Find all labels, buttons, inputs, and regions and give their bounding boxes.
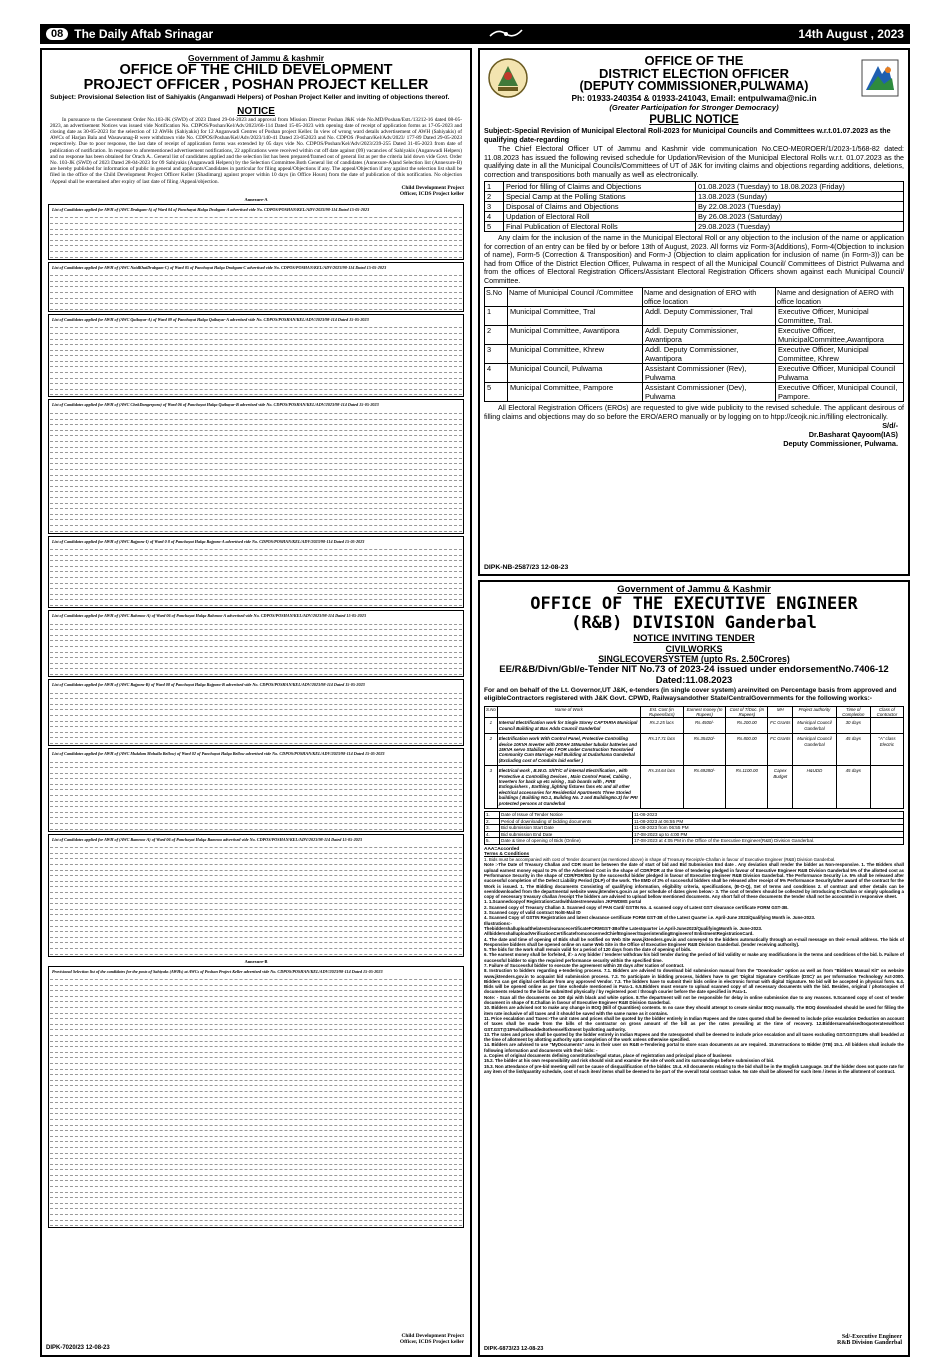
ero-header-cell: Name of Municipal Council /Committee — [508, 288, 643, 307]
rb-enit-number: EE/R&B/Divn/Gbl/e-Tender NIT No.73 of 2023-24 issued under endorsementNo.7406-12 Dated:11.08.2023 — [499, 664, 889, 686]
rb-title-2: (R&B) DIVISION Ganderbal — [571, 613, 817, 633]
candidate-list — [48, 399, 464, 533]
rb-ref: DIPK-6873/23 12-08-23 — [484, 1346, 544, 1352]
deo-title-1: OFFICE OF THE — [644, 53, 744, 68]
issue-date: 14th August , 2023 — [798, 27, 904, 41]
rb-dates-table — [484, 811, 904, 845]
candidate-list-caption: List of Candidates applied for AWH of (AWC Bamnoo-A) of Ward 06 of Panchayat Halqa Bamnoo advertised vide No. CDPOS/POSHAN/KEL/ADV/2023/98-114 Dated 15-05-2023 — [52, 836, 362, 842]
ero-row: 2 Municipal Committee, Awantipora Addl. Deputy Commissioner, Awantipora Executive Officer, MunicipalCommittee,Awantipora — [485, 326, 904, 345]
deo-title-2: DISTRICT ELECTION OFFICER — [599, 66, 789, 81]
tender-date-row: 3. Bid submission Start Date 11-08-2023 from 06:55 PM — [485, 825, 904, 832]
rb-document-list: 1. 1.Scannedcopyof RegistrationCardwithlatestrenewalon JKPWDMS portal 2. Scanned copy of Treasury Challan 3. Scanned copy of PAN Card/ GSTIN No. 4. scanned copy of Latest GST clearance certificate FORM GST-3B. 3. Scanned copy of valid contract No/E-Mail ID 4. Scanned Copy of GSTIN Registration and latest clearance certificate FORM GST-3B of the Latest Quarter i.e. April-June 2023/Qualifying Month ie. June-2023. Illustrations:- ThebiddershalluploadthelatestclearancecertificateFORMGST-3Bofthe Latestquarter i.e.April-June2023/QualifyingMonth ie. June-2023. AllbiddersshalluploadVerificationCertificatefromconcernedChiefEngineer/SuperintendingEngineerof EnlistmentRegistrationCard. — [484, 899, 816, 937]
candidate-list — [48, 536, 464, 609]
candidate-list — [48, 679, 464, 746]
candidate-list-caption: List of Candidates applied for AWH of (AWC Rahmoo-A) of Ward 06 of Panchayat Halqa Rahmoo-A advertised vide No. CDPOS/POSHAN/KEL/ADV/2023/98-114 Dated 15-05-2023 — [52, 613, 366, 619]
newspaper-name: The Daily Aftab Srinagar — [74, 27, 214, 41]
cdpo-body: In pursuance to the Government Order No.103-JK (SWD) of 2023 Dated 29-04-2023 and approval from Mission Director Poshan J&K vide No.MD/Poshan/Estt./13212-16 dated 08-05-2023, an advertisement Notices was issued vide Notification No. CDPOS/Poshan/Kel/Adv/2023/66-114 Dated 15-05-2023 with opening date of receipt of application forms as 17-05-2023 and closing date as 30-05-2023 for the selection of 12 AWHs (Sahiyakis) for 12 Anganwadi Centres of Poshan project Keller. In view of wrong ward details advertisement of AWH (Sahiyakis) of AWCs of Harjan Bala and Wasawanag-B were withdrawn vide No. CDPOS/Poshan/Kel/Adv/2023/140-41 Dated 23-052023 and No. CDPOS /Poshan/Kel/Adv/2023/ 177-89 Dated 29-05-2023 respectively. Due to poor response, the last date of receipt of application forms was extended by 05 days vide No. CDPOS/Poshan/Kel/Adv/2023/239-255 Dated 31-05-2023 from date of publication of notification. In response to aforementioned advertisement notifications, 22 applications were received within cut off date against (09) vacancies of Sahiyakis (Anganwadi Helpers) and no response has been obtained for Orach A.. General list of candidates applied and the selection list has been prepared/framed out of general list as per the criteria laid down vide Govt. Order No. 103-JK (SWD) of 2023 Dated 28-04-2023 for 09 Sahiyakis (Anganwadi Helpers) by the Selection Committee.Both General list of candidates (Annexure-A)and Selection list (Annexure-B) are hereby published for information of public in general and applicants/Candidates in particular for filing appeal/Objections if any. The appeal/Objection if any against the selection list shall be filed in the office of the Child Development Project Officer Keller (Shadimarg) against proper within 10 days (in Office Hours) from the date of publication of this notification. No objection /Appeal shall be entertained after expiry of last date of filing /Appeal/objection. — [50, 116, 462, 185]
ero-header-cell: Name and designation of ERO with office location — [643, 288, 776, 307]
candidate-list — [48, 610, 464, 677]
candidate-list-grid — [50, 843, 462, 955]
rb-intro: For and on behalf of the Lt. Governor,UT J&K, e-tenders (in single cover system) areinvited on Percentage basis from approved and eligibleContractors registered with J&K Govt. CPWD, Railwaysandother State/CentralGovernments for the following works:- — [484, 687, 897, 702]
schedule-row: 3 Disposal of Claims and Objections By 22.08.2023 (Tuesday) — [485, 202, 904, 212]
deo-subject: Subject:-Special Revision of Municipal Electoral Roll-2023 for Municipal Councils and Committees w.r.t.01.07.2023 as the qualifying date-regarding — [484, 127, 891, 144]
rb-govt: Government of Jammu & Kashmir — [617, 584, 771, 595]
candidate-list — [48, 966, 464, 1229]
works-header-cell: Class of Contractor — [870, 706, 903, 718]
works-row: 3 Electrical work , B.W.O. S/I/T/C of internal Electrification , with Protective & Controlling Devices , Main Control Panel, Cabling , Inverters for back up etc wiring , Sub boards with , FIRE Extinguishers , Earthing ,lighting fixtures fans etc and all other electrical accessories for Residential Apartments Three Storied buildings ( Building NO.1, Building No. 2 and BuildingNo.3) for PRI protected persons at Ganderbal Rs.34.64 lacs Rs.69280/- Rs.1100.00 Capex Budget H&UDD 45 days — [485, 766, 904, 809]
works-header-cell: MH — [768, 706, 793, 718]
candidate-list-caption: List of Candidates applied for AWH of (AWC NaidKhaiDrabgam-C) of Ward 05 of Panchayat Halqa Drabgam-C advertised vide No. CDPOS/POSHAN/KEL/ADV/2023/98-114 Dated 15-05-2023 — [52, 264, 387, 270]
deo-body-1: The Chief Electoral Officer UT of Jammu and Kashmir vide communication No.CEO-ME0ROER/1/2023-1/568-82 dated: 11.08.2023 has issued the following revised schedule for Updation/Revision of the Municipal Electoral Rolls w.r.t. 01.07.2023 as the qualifying date in all the Municipal Councils/Committees of UT of J&K for inviting claims and objections regarding additions, deletions, correction and transpositions both manually as well as electronically. — [484, 145, 904, 179]
candidate-list-caption: List of Candidates applied for AWH of (AWC ChekDangerpora) of Ward 06 of Panchayat Halqa Qaibayar-B advertised vide No. CDPOS/POSHAN/KEL/ADV/2023/98-114 Dated 15-05-2023 — [52, 402, 379, 408]
annexure-a-label: Annexure-A — [244, 196, 268, 202]
candidate-list-grid — [50, 545, 462, 607]
deo-notice — [478, 48, 910, 576]
candidate-list — [48, 262, 464, 312]
deo-title-3: (DEPUTY COMMISSIONER,PULWAMA) — [579, 79, 809, 93]
cdpo-title-1: OFFICE OF THE CHILD DEVELOPMENT — [119, 62, 393, 78]
rb-aaa: AAA=Accorded — [484, 847, 520, 853]
deo-signature: S/d/- Dr.Basharat Qayoom(IAS) Deputy Commissioner, Pulwama. — [783, 421, 898, 448]
ero-row: 5 Municipal Committee, Pampore Assistant Commissioner (Dev), Pulwama Executive Officer, Municipal Council, Pampore. — [485, 383, 904, 402]
rb-title-1: OFFICE OF THE EXECUTIVE ENGINEER — [530, 594, 858, 614]
schedule-row: 1 Period for filling of Claims and Objections 01.08.2023 (Tuesday) to 18.08.2023 (Friday) — [485, 182, 904, 192]
page-header — [40, 24, 910, 44]
rb-term-1: 1. Bids must be accompanied with cost of Tender document (as mentioned above) in shape of Treasury Receipt/e-Challan in favour of Executive Engineer (R&B) Division Ganderbal. — [484, 857, 836, 863]
ero-row: 4 Municipal Council, Pulwama Assistant Commissioner (Rev), Pulwama Executive Officer, Municipal Council Pulwama — [485, 364, 904, 383]
ero-header-cell: Name and designation of AERO with office location — [776, 288, 904, 307]
deo-ero-table — [484, 287, 904, 402]
candidate-list-grid — [50, 975, 462, 1227]
candidate-list-caption: List of Candidates applied for AWH of (AWC Rajpora-I) of Ward 0 8 of Panchayat Halqa Rajpora-A advertised vide No. CDPOS/POSHAN/KEL/ADV/2023/98-114 Dated 15-05-2023 — [52, 538, 365, 544]
tender-date-row: 1. Date of Issue of Tender Notice 11-08-2023 — [485, 812, 904, 819]
jk-emblem-icon — [486, 56, 530, 100]
cdpo-signature: Child Development Project Officer, ICDS Project keller — [399, 184, 464, 197]
deo-contact: Ph: 01933-240354 & 01933-241043, Email: entpulwama@nic.in — [571, 93, 817, 103]
candidate-list-caption: List of Candidates applied for AWH of (AWC Qaibayar-A) of Ward 09 of Panchayat Halqa Qaibayar-A advertised vide No. CDPOS/POSHAN/KEL/ADV/2023/98-114 Dated 15-05-2023 — [52, 316, 369, 322]
cdpo-govt: Government of Jammu & kashmir — [187, 53, 325, 63]
annexure-b-label: Annexure-B — [244, 958, 268, 964]
page-number: 08 — [46, 28, 68, 40]
rb-signature: Sd/-Executive Engineer R&B Division Ganderbal — [836, 1334, 902, 1346]
rb-terms-heading: Terms & Conditions — [484, 852, 530, 858]
candidate-list-caption: List of Candidates applied for AWH of (AWC Mukdam Mohalla Bellow) of Ward 02 of Panchayat Halqa Bellow advertised vide No. CDPOS/POSHAN/KEL/ADV/2023/98-114 Dated 15-05-2023 — [52, 750, 385, 756]
schedule-row: 4 Updation of Electoral Roll By 26.08.2023 (Saturday) — [485, 212, 904, 222]
masthead-logo — [486, 26, 526, 43]
rb-single-cover: SINGLECOVERSYSTEM (upto Rs. 2.50Crores) — [598, 654, 790, 664]
eci-logo-icon — [858, 56, 902, 100]
candidate-list — [48, 204, 464, 260]
deo-notice-heading: PUBLIC NOTICE — [649, 114, 739, 126]
candidate-list-caption: Provisional Selection list of the candidates for the posts of Sahiyaks (AWHs) at AWCs of Poshan Project Keller advertised vide No. CDPOS/POSHAN/KEL/ADV/2023/98-114 Dated 15-05-2023 — [52, 968, 383, 974]
rb-civil: CIVILWORKS — [665, 644, 723, 654]
cdpo-notice — [40, 48, 472, 1357]
works-header-cell: Time of Completion — [836, 706, 870, 718]
works-header-cell: Earnest money (In Rupees) — [683, 706, 726, 718]
rb-note: Note :-The Date of Treasury Challan and CDR must be between the date of start of bid and Bid Submission End date . Any deviation shall render the bidder as Non-responsive. 1. The Bidders shall upload earnest money equal to 2% of the Advertised Cost in the shape of CDR/FDR at the time of tendering pledged in favour of Executive Engineer R&B Division Ganderbal 5% of the allotted cost as Performance Security in the shape of CDR/FDR/BG by the successful bidder pledged in favour of Executive Engineer R&B Division Ganderbal. The Performance Security i.e. 5% shall be released after successful completion of the Defect Liability Period (DLP) of the work. The EMD of 2% of successful bidders shall be released after receipt of 5% Performance Security/after award of the contract for the Work is issued. 1. The Bidding documents Consisting of qualifying information, eligibility criteria, specifications, (B-O-Q), Set of terms and conditions 2. of contract and other details can be seen/downloaded from the departmental website www.jktenders.gov.in as per schedule of dates given below:- 3. The cost of tenders should be collected by introducing E-Challan or simply uploading a copy of necessary treasury challan /receipt The bidders are advised to upload bellow mentioned documents. Any short fall of these documents the tender shall not be accounted in responsive sheet. — [484, 862, 904, 900]
cdpo-subject: Subject: Provisional Selection list of Sahiyakis (Anganwadi Helpers) of Poshan Project Keller and inviting of objections thereof. — [50, 94, 450, 101]
cdpo-notice-heading: NOTICE — [237, 105, 275, 117]
cdpo-footer — [42, 1333, 470, 1351]
cdpo-signature-bottom: Child Development Project Officer, ICDS Project keller — [399, 1333, 464, 1345]
deo-body-2: Any claim for the inclusion of the name in the Municipal Electoral Roll or any objection to the inclusion of the name or application for correction of an entry can be filed by or before 13th of August, 2023. All forms viz Form-3(Additions), Form-4(Objection to inclusion of name), Form-5 (Correction & Transposition) and Form-J (Objection to claim application for inclusion of name (in Form-3)) can be had from Office of the District Election Officer, Pulwama in respect of all the Municipal Council/ Committees of District Pulwama and from the offices of Electoral Registration Officers/Assistant Electoral Registration Officers shown against each Municipal Council/ Committee. — [484, 234, 904, 285]
cdpo-title-2: PROJECT OFFICER , POSHAN PROJECT KELLER — [83, 77, 429, 93]
cdpo-ref: DIPK-7020/23 12-08-23 — [46, 1345, 110, 1351]
deo-ref: DIPK-NB-2587/23 12-08-23 — [484, 564, 569, 571]
candidate-list-caption: List of Candidates applied for AWH of (AWC Drabgam-A) of Ward 04 of Panchayat Halqa Drabgam-A advertised vide No. CDPOS/POSHAN/KEL/ADV/2023/98-114 Dated 15-05-2023 — [52, 206, 370, 212]
rb-clauses: 4. The date and time of opening of Bids shall be notified on Web Site www.jktenders.gov.in and conveyed to the bidders automatically through an e-mail message on their e-mail address. The bids of Responsive bidders shall be opened online on same Web Site in the Office of Executive Engineer R&B Division Ganderbal. (tender receiving authority). 5. The bids for the work shall remain valid for a period of 120 days from the date of opening of bids. 6. The earnest money shall be forfeited, if:- a Any bidder / tenderer withdraw his bid/ tender during the period of bid validity or make any modifications in the terms and conditions of the bid. b. Failure of successful bidder to sign the required performance security within the specified time. 7. Failure of Successful bidder to execute the agreement within 28 days after Ication of contract. 8. Instruction to bidders regarding e-tendering process. 7.1. Bidders are advised to download bid submission manual from the "Downloads" option as well as from "Bidders Manual Kit" on website www.jktenders.gov.in to acquaint bid submission process. 7.2. To participate in bidding process, bidders have to get 'Digital Signature Certificate (DSC)' as per Information Technology Act-2000. Bidders can get digital certificate from any approved Vendor. 7.3. The bidders have to submit their bids online in electronic format with digital Signature. No bid will be accepted in physical form. 6.4. Bids will be opened online as per time schedule mentioned in Para-1. 6.5.Bidders must ensure to upload scanned copy of all necessary documents with the bid. Besides, original / photocopies of documents related to the bid be submitted physically / by registered post / through courier before the date specified in Para-1. Note: - Scan all the documents on 100 dpi with black and white option. 8.The department will not be responsible for delay in online submission due to any reasons. 9.Scanned copy of cost of tender document in shape of E.Challan in favour of Executive Engineer R&B Division Ganderbal. 10. Bidders are advised not to make any change in BOQ (Bill of Quantities) contents. In no case they should attempt to create similar BOQ manually. The BOQ downloaded should be used for filling the item rate inclusive of all taxes and it should be saved with the same name as it contains. 11. Price escalation and Taxes:-The unit rates and prices shall be quoted by the bidder entirely in Indian Rupees and the rates quoted shall be deemed to include price escalation Deduction on account of taxes shall be made from the bills of the contractor on gross amount of the bill as per the rates prevailing at the time of recovery. 12.Biddersareadvisedtoquoterateswithout GST.GST@18%shallbeaddedtothemselfixtment byallotting authority. 13. The rates and prices shall be quoted by the bidder entirely in Indian Rupees and the ratesquoted shall be deemed to include price escalation and all taxes excluding GST.GST@18% shall beadded at the time of allotment by allotting authority upto completion of the work unless otherwise specified. 14. Bidders are advised to use "MyDocuments" area in their user on R&B e-Tendering portal to store scan documents as are required. 15.Instructions to Bidder (ITB) 15.1. All bidders shall include the following information and documents with their bids: - a. Copies of original documents defining constitution/legal status, place of registration and principal place of business 15.2. The bidder at his own responsibility and risk should visit and examine the site of work and its surroundings before submission of bid. 15.3. Non attendance of pre-bid meeting will not be cause of disqualification of the bidder. 15.4. All documents relating to the bid shall be in the English Language. 16.If the bidder does not quote rate for any item of the list/quantity schedule, cost of such item/ items shall be deemed to be part of the overall total contract value. No rate shall be allowed for such item / items in the allotment of contract. — [484, 936, 904, 1074]
tender-date-row: 2. Period of downloading of bidding documents 11-08-2023 at 06:55 PM — [485, 818, 904, 825]
works-row: 1 Internal Electrification work for Single Storey CAFTARIA Municipal Council Building at Bas Adda Council Ganderbal Rs.2.25 lacs Rs.4500/- Rs.200.00 FC Grants Municipal Council Ganderbal 30 days — [485, 718, 904, 734]
tender-date-row: 4. Bid submission End Date 17-08-2023 up to 4:00 PM — [485, 831, 904, 838]
works-header-cell: Cost of T/Doc. (In Rupees) — [726, 706, 768, 718]
tender-date-row: 5. Date & time of opening of Bids (Online) 17-08-2023 at 4:05 PM in the Office of the Executive Engineer(R&B) Division Ganderbal. — [485, 838, 904, 845]
candidate-list-caption: List of Candidates applied for AWH of (AWC Rajpora-B) of Ward 08 of Panchayat Halqa Rajpora-B advertised vide No. CDPOS/POSHAN/KEL/ADV/2023/98-114 Dated 15-05-2023 — [52, 681, 365, 687]
ero-row: 3 Municipal Committee, Khrew Addl. Deputy Commissioner, Awantipora Executive Officer, Municipal Committee, Khrew — [485, 345, 904, 364]
candidate-list-grid — [50, 757, 462, 830]
candidate-list — [48, 834, 464, 957]
schedule-row: 5 Final Publication of Electoral Rolls 29.08.2023 (Tuesday) — [485, 222, 904, 232]
candidate-list-grid — [50, 619, 462, 675]
rb-nit: NOTICE INVITING TENDER — [633, 633, 755, 644]
works-header-cell: Project authority — [793, 706, 837, 718]
works-header-cell: Name of Work — [497, 706, 640, 718]
rb-tender-notice — [478, 580, 910, 1357]
works-row: 2 Electrification work With Control Panel, Protective Controlling device 10KVA Inverter with 200AH 15Number tubular batteries and 15KVA servo Stabilizer etc f FOR under Construction Twostoried Community Cum Marriage Hall Building at Dudarhama Ganderbal (Excluding cost of Conduits laid earlier ) Rs.17.71 lacs Rs.35420/- Rs.800.00 FC Grants Municipal Council Ganderbal 45 days "A" class Electric — [485, 734, 904, 766]
candidate-list-grid — [50, 271, 462, 310]
candidate-list-grid — [50, 213, 462, 258]
works-header-cell: Est. Cost (In Rupees/lacs) — [640, 706, 683, 718]
ero-row: 1 Municipal Committee, Tral Addl. Deputy Commissioner, Tral Executive Officer, Municipal Committee, Tral. — [485, 307, 904, 326]
candidate-list-grid — [50, 688, 462, 744]
deo-schedule-table — [484, 181, 904, 232]
candidate-lists — [42, 204, 470, 1228]
candidate-list-grid — [50, 408, 462, 531]
candidate-list — [48, 748, 464, 832]
candidate-list-grid — [50, 323, 462, 396]
schedule-row: 2 Special Camp at the Polling Stations 13.08.2023 (Sunday) — [485, 192, 904, 202]
deo-tagline: (Greater Participation for Stronger Democracy) — [609, 103, 779, 112]
works-header-cell: S.No — [485, 706, 498, 718]
deo-body-3: All Electoral Registration Officers (EROs) are requested to give wide publicity to the revised schedule. The applicant desirous of filling claims and objections may do so before the ERO/AERO manually or by logging on to htpp://ceojk.nic.in/filling electronically. — [484, 404, 904, 421]
candidate-list — [48, 314, 464, 398]
rb-works-table — [484, 706, 904, 810]
ero-header-cell: S.No — [485, 288, 508, 307]
